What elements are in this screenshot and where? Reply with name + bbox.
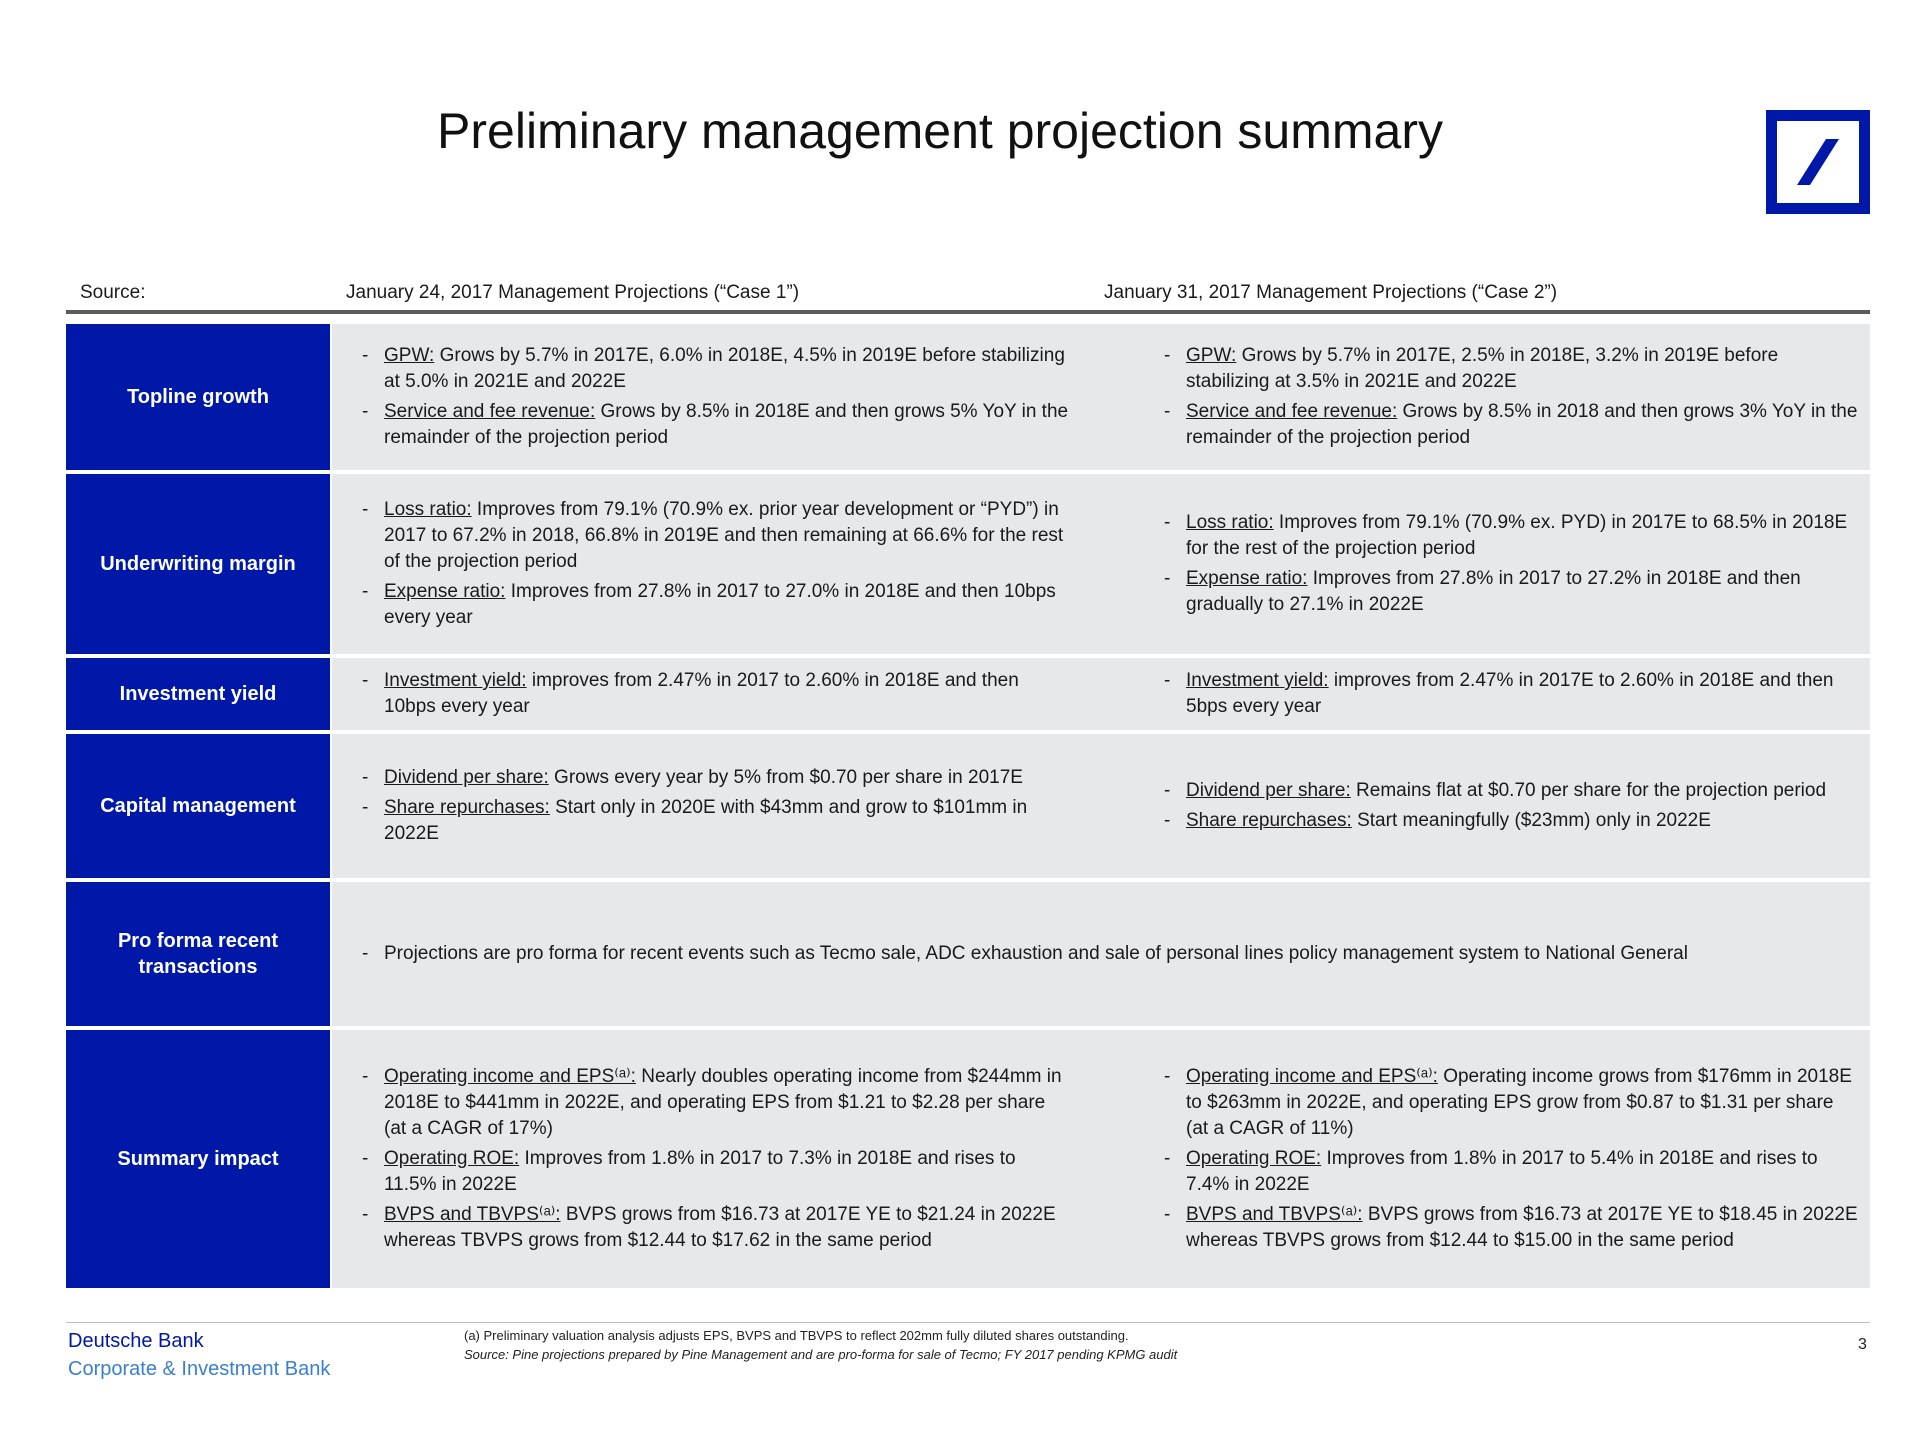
bullet-text: Start only in 2020E with $43mm and grow to $101mm in 2022E (384, 797, 1028, 844)
bullet-term: Share repurchases: (1186, 810, 1352, 831)
bullet-item (1162, 808, 1860, 834)
bullet-term: Loss ratio: (384, 499, 472, 520)
row-label: Pro forma recent transactions (66, 882, 330, 1026)
table-row (66, 1030, 1870, 1288)
table-row (66, 474, 1870, 654)
bullet-item (1162, 510, 1860, 562)
bullet-item (360, 765, 1070, 791)
case1-cell (332, 734, 1090, 878)
bullet-text: Grows every year by 5% from $0.70 per share in 2017E (548, 767, 1023, 788)
row-label: Topline growth (66, 324, 330, 470)
case2-cell (1090, 324, 1870, 470)
case1-header: January 24, 2017 Management Projections (“Case 1”) (346, 282, 800, 303)
bullet-item (1162, 1202, 1860, 1254)
bullet-term: Dividend per share: (1186, 780, 1351, 801)
bullet-term: GPW: (1186, 345, 1237, 366)
page-title: Preliminary management projection summary (437, 103, 1443, 159)
footer-divider (66, 1322, 1870, 1323)
deutsche-bank-logo (1766, 110, 1870, 214)
bullet-term: Service and fee revenue: (384, 401, 596, 422)
row-label: Underwriting margin (66, 474, 330, 654)
bullet-term: Operating ROE: (384, 1148, 520, 1169)
case2-cell (1090, 658, 1870, 730)
bank-name: Deutsche Bank (68, 1330, 204, 1352)
bullet-text: improves from 2.47% in 2017 to 2.60% in 2018E and then 10bps every year (384, 670, 1019, 717)
bullet-term: Expense ratio: (1186, 568, 1308, 589)
case1-cell (332, 474, 1090, 654)
header-divider (66, 310, 1870, 314)
bullet-term: BVPS and TBVPS⁽ᵃ⁾: (384, 1204, 561, 1225)
bullet-item (360, 668, 1070, 720)
source-note: Source: Pine projections prepared by Pine Management and are pro-forma for sale of Tecmo; FY 2017 pending KPMG audit (464, 1347, 1178, 1362)
table-row (66, 324, 1870, 470)
bullet-text: Improves from 27.8% in 2017 to 27.2% in 2018E and then gradually to 27.1% in 2022E (1186, 568, 1801, 615)
bullet-text: improves from 2.47% in 2017E to 2.60% in 2018E and then 5bps every year (1186, 670, 1834, 717)
bullet-term: Service and fee revenue: (1186, 401, 1398, 422)
bullet-text: Improves from 79.1% (70.9% ex. prior year development or “PYD”) in 2017 to 67.2% in 2018, 66.8% in 2019E and then remaining at 66.6% for the rest of the projection period (384, 499, 1064, 572)
case2-header: January 31, 2017 Management Projections (“Case 2”) (1104, 282, 1558, 303)
bullet-text: Grows by 8.5% in 2018E and then grows 5% YoY in the remainder of the projection period (384, 401, 1069, 448)
bullet-text: Improves from 27.8% in 2017 to 27.0% in 2018E and then 10bps every year (384, 581, 1056, 628)
bullet-item (360, 941, 1830, 967)
table-row (66, 882, 1870, 1026)
case1-cell (332, 658, 1090, 730)
bullet-item (360, 497, 1070, 575)
bullet-item (1162, 1064, 1860, 1142)
case1-cell (332, 1030, 1090, 1288)
row-label: Capital management (66, 734, 330, 878)
bullet-text: Grows by 5.7% in 2017E, 2.5% in 2018E, 3.2% in 2019E before stabilizing at 3.5% in 2021E and 2022E (1186, 345, 1779, 392)
bullet-term: BVPS and TBVPS⁽ᵃ⁾: (1186, 1204, 1363, 1225)
division-name: Corporate & Investment Bank (68, 1358, 331, 1380)
bullet-term: Operating ROE: (1186, 1148, 1322, 1169)
bullet-term: GPW: (384, 345, 435, 366)
bullet-item (1162, 778, 1860, 804)
bullet-text: BVPS grows from $16.73 at 2017E YE to $18.45 in 2022E whereas TBVPS grows from $12.44 to $15.00 in the same period (1186, 1204, 1858, 1251)
bullet-term: Loss ratio: (1186, 512, 1274, 533)
bullet-item (1162, 343, 1860, 395)
bullet-text: Improves from 79.1% (70.9% ex. PYD) in 2017E to 68.5% in 2018E for the rest of the projection period (1186, 512, 1848, 559)
bullet-item (360, 795, 1070, 847)
footnote: (a) Preliminary valuation analysis adjusts EPS, BVPS and TBVPS to reflect 202mm fully diluted shares outstanding. (464, 1328, 1129, 1343)
case2-cell (1090, 1030, 1870, 1288)
page-number: 3 (1858, 1336, 1867, 1353)
bullet-item (360, 1146, 1070, 1198)
bullet-text: Grows by 8.5% in 2018 and then grows 3% YoY in the remainder of the projection period (1186, 401, 1858, 448)
bullet-item (1162, 399, 1860, 451)
bullet-text: Start meaningfully ($23mm) only in 2022E (1351, 810, 1711, 831)
bullet-term: Dividend per share: (384, 767, 549, 788)
case2-cell (1090, 734, 1870, 878)
bullet-text: Improves from 1.8% in 2017 to 7.3% in 2018E and rises to 11.5% in 2022E (384, 1148, 1016, 1195)
bullet-item (360, 1202, 1070, 1254)
slash-icon (1777, 121, 1859, 203)
table-row (66, 658, 1870, 730)
bullet-term: Expense ratio: (384, 581, 506, 602)
table-row (66, 734, 1870, 878)
row-label: Summary impact (66, 1030, 330, 1288)
bullet-term: Investment yield: (384, 670, 527, 691)
bullet-item (360, 1064, 1070, 1142)
case1-cell (332, 324, 1090, 470)
bullet-text: Operating income grows from $176mm in 2018E to $263mm in 2022E, and operating EPS grow from $0.87 to $1.31 per share (at a CAGR of 11%) (1186, 1066, 1852, 1139)
bullet-text: Nearly doubles operating income from $244mm in 2018E to $441mm in 2022E, and operating EPS from $1.21 to $2.28 per share (at a CAGR of 17%) (384, 1066, 1062, 1139)
row-cell-full (332, 882, 1870, 1026)
bullet-item (1162, 668, 1860, 720)
bullet-term: Share repurchases: (384, 797, 550, 818)
bullet-text: BVPS grows from $16.73 at 2017E YE to $21.24 in 2022E whereas TBVPS grows from $12.44 to $17.62 in the same period (384, 1204, 1056, 1251)
row-label: Investment yield (66, 658, 330, 730)
bullet-term: Operating income and EPS⁽ᵃ⁾: (384, 1066, 636, 1087)
bullet-text: Remains flat at $0.70 per share for the projection period (1350, 780, 1827, 801)
bullet-term: Operating income and EPS⁽ᵃ⁾: (1186, 1066, 1438, 1087)
bullet-item (360, 579, 1070, 631)
bullet-item (360, 399, 1070, 451)
bullet-term: Investment yield: (1186, 670, 1329, 691)
bullet-text: Projections are pro forma for recent events such as Tecmo sale, ADC exhaustion and sale of personal lines policy management system to National General (384, 943, 1688, 964)
bullet-item (1162, 566, 1860, 618)
bullet-item (1162, 1146, 1860, 1198)
bullet-text: Grows by 5.7% in 2017E, 6.0% in 2018E, 4.5% in 2019E before stabilizing at 5.0% in 2021E and 2022E (384, 345, 1065, 392)
case2-cell (1090, 474, 1870, 654)
source-label: Source: (80, 282, 146, 303)
bullet-item (360, 343, 1070, 395)
bullet-text: Improves from 1.8% in 2017 to 5.4% in 2018E and rises to 7.4% in 2022E (1186, 1148, 1818, 1195)
